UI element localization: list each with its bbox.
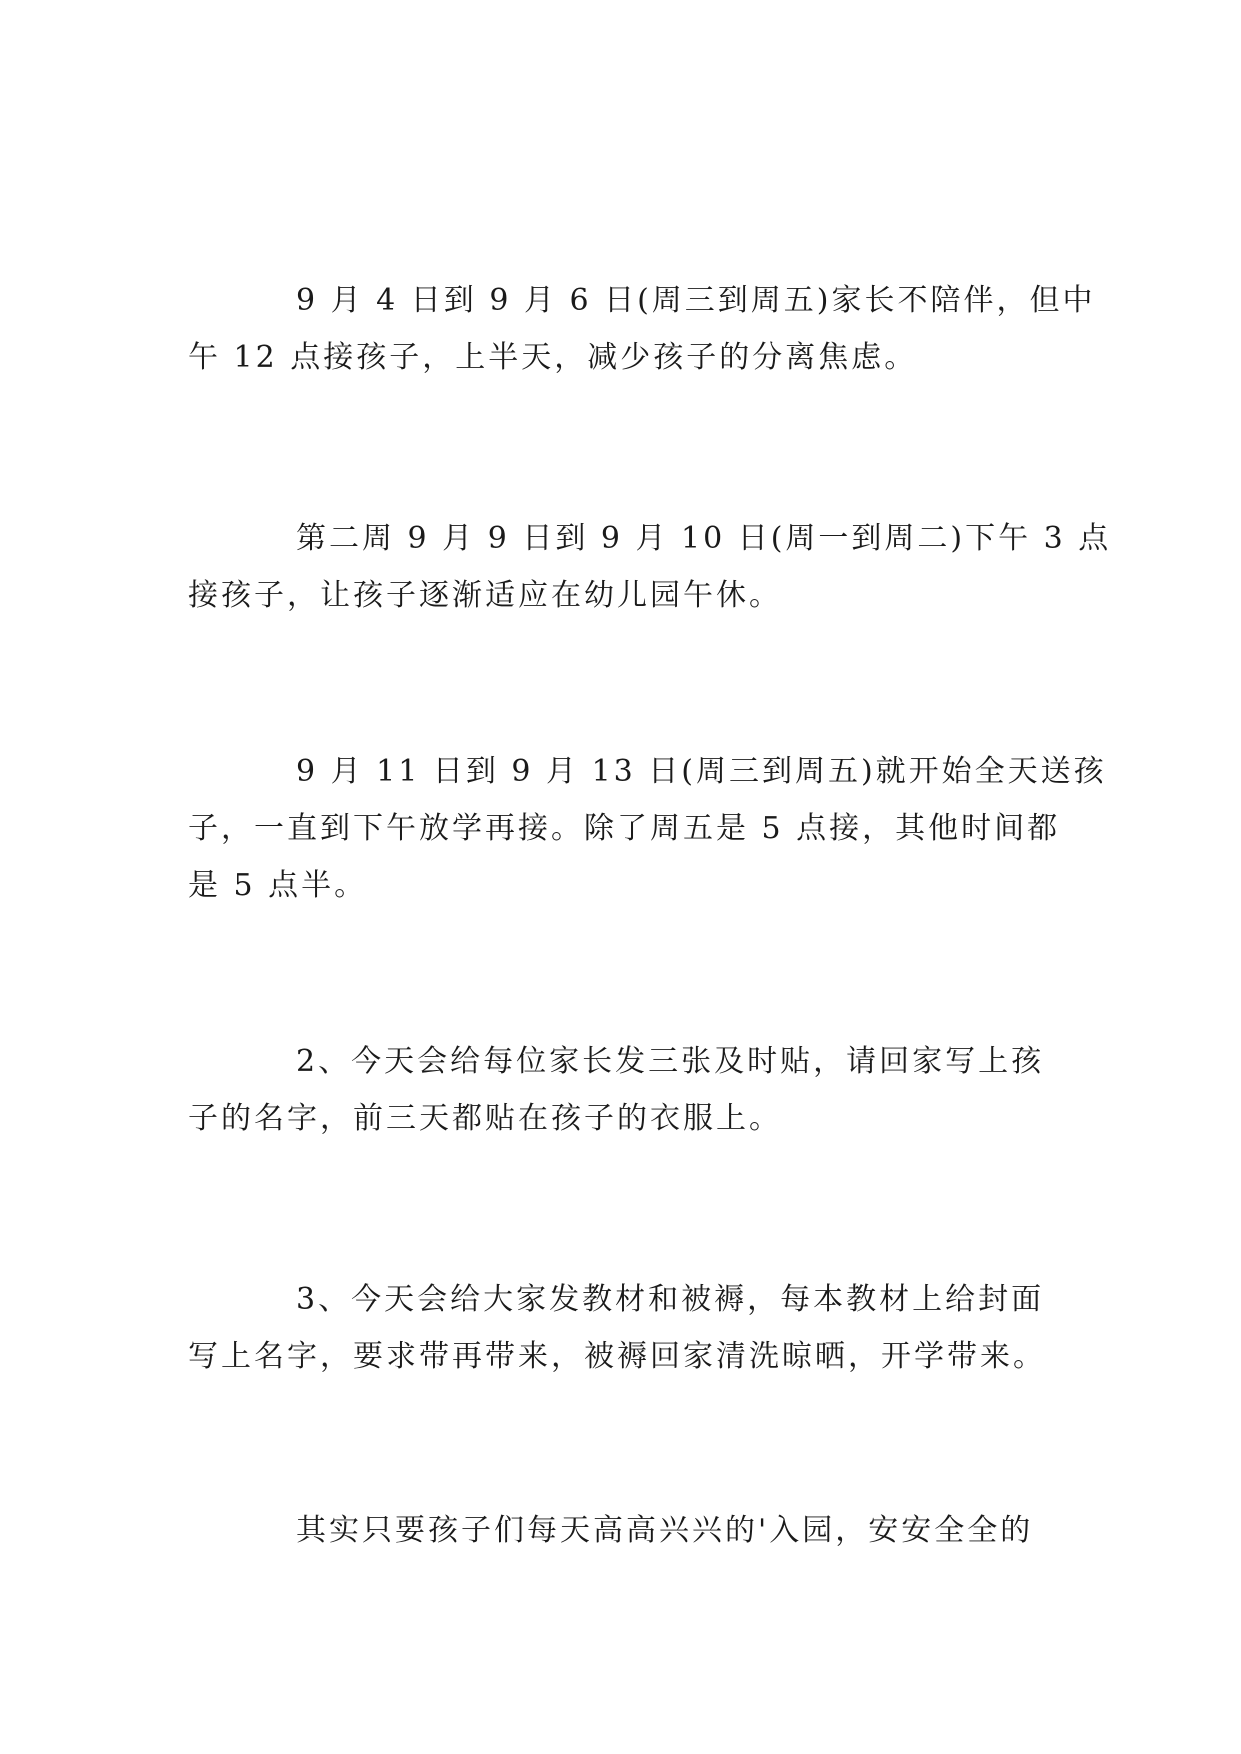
paragraph-line: 午 12 点接孩子，上半天，减少孩子的分离焦虑。 xyxy=(188,340,918,375)
paragraph-line: 其实只要孩子们每天高高兴兴的'入园，安安全全的 xyxy=(296,1513,1034,1548)
paragraph-line: 3、今天会给大家发教材和被褥，每本教材上给封面 xyxy=(296,1282,1045,1317)
paragraph-line: 2、今天会给每位家长发三张及时贴，请回家写上孩 xyxy=(296,1044,1045,1079)
paragraph-closing xyxy=(188,1502,1054,1559)
paragraph-line: 写上名字，要求带再带来，被褥回家清洗晾晒，开学带来。 xyxy=(188,1339,1046,1374)
paragraph-line: 是 5 点半。 xyxy=(188,868,368,903)
paragraph-schedule-fullday xyxy=(188,743,1107,914)
paragraph-line: 接孩子，让孩子逐渐适应在幼儿园午休。 xyxy=(188,578,782,613)
paragraph-schedule-week1 xyxy=(188,272,1096,386)
paragraph-line: 9 月 11 日到 9 月 13 日(周三到周五)就开始全天送孩 xyxy=(296,754,1107,789)
paragraph-line: 9 月 4 日到 9 月 6 日(周三到周五)家长不陪伴，但中 xyxy=(296,283,1096,318)
paragraph-schedule-week2 xyxy=(188,510,1112,624)
paragraph-item-2 xyxy=(188,1033,1054,1147)
paragraph-line: 子，一直到下午放学再接。除了周五是 5 点接，其他时间都 xyxy=(188,811,1061,846)
paragraph-item-3 xyxy=(188,1271,1054,1385)
paragraph-line: 子的名字，前三天都贴在孩子的衣服上。 xyxy=(188,1101,782,1136)
paragraph-line: 第二周 9 月 9 日到 9 月 10 日(周一到周二)下午 3 点 xyxy=(296,521,1112,556)
